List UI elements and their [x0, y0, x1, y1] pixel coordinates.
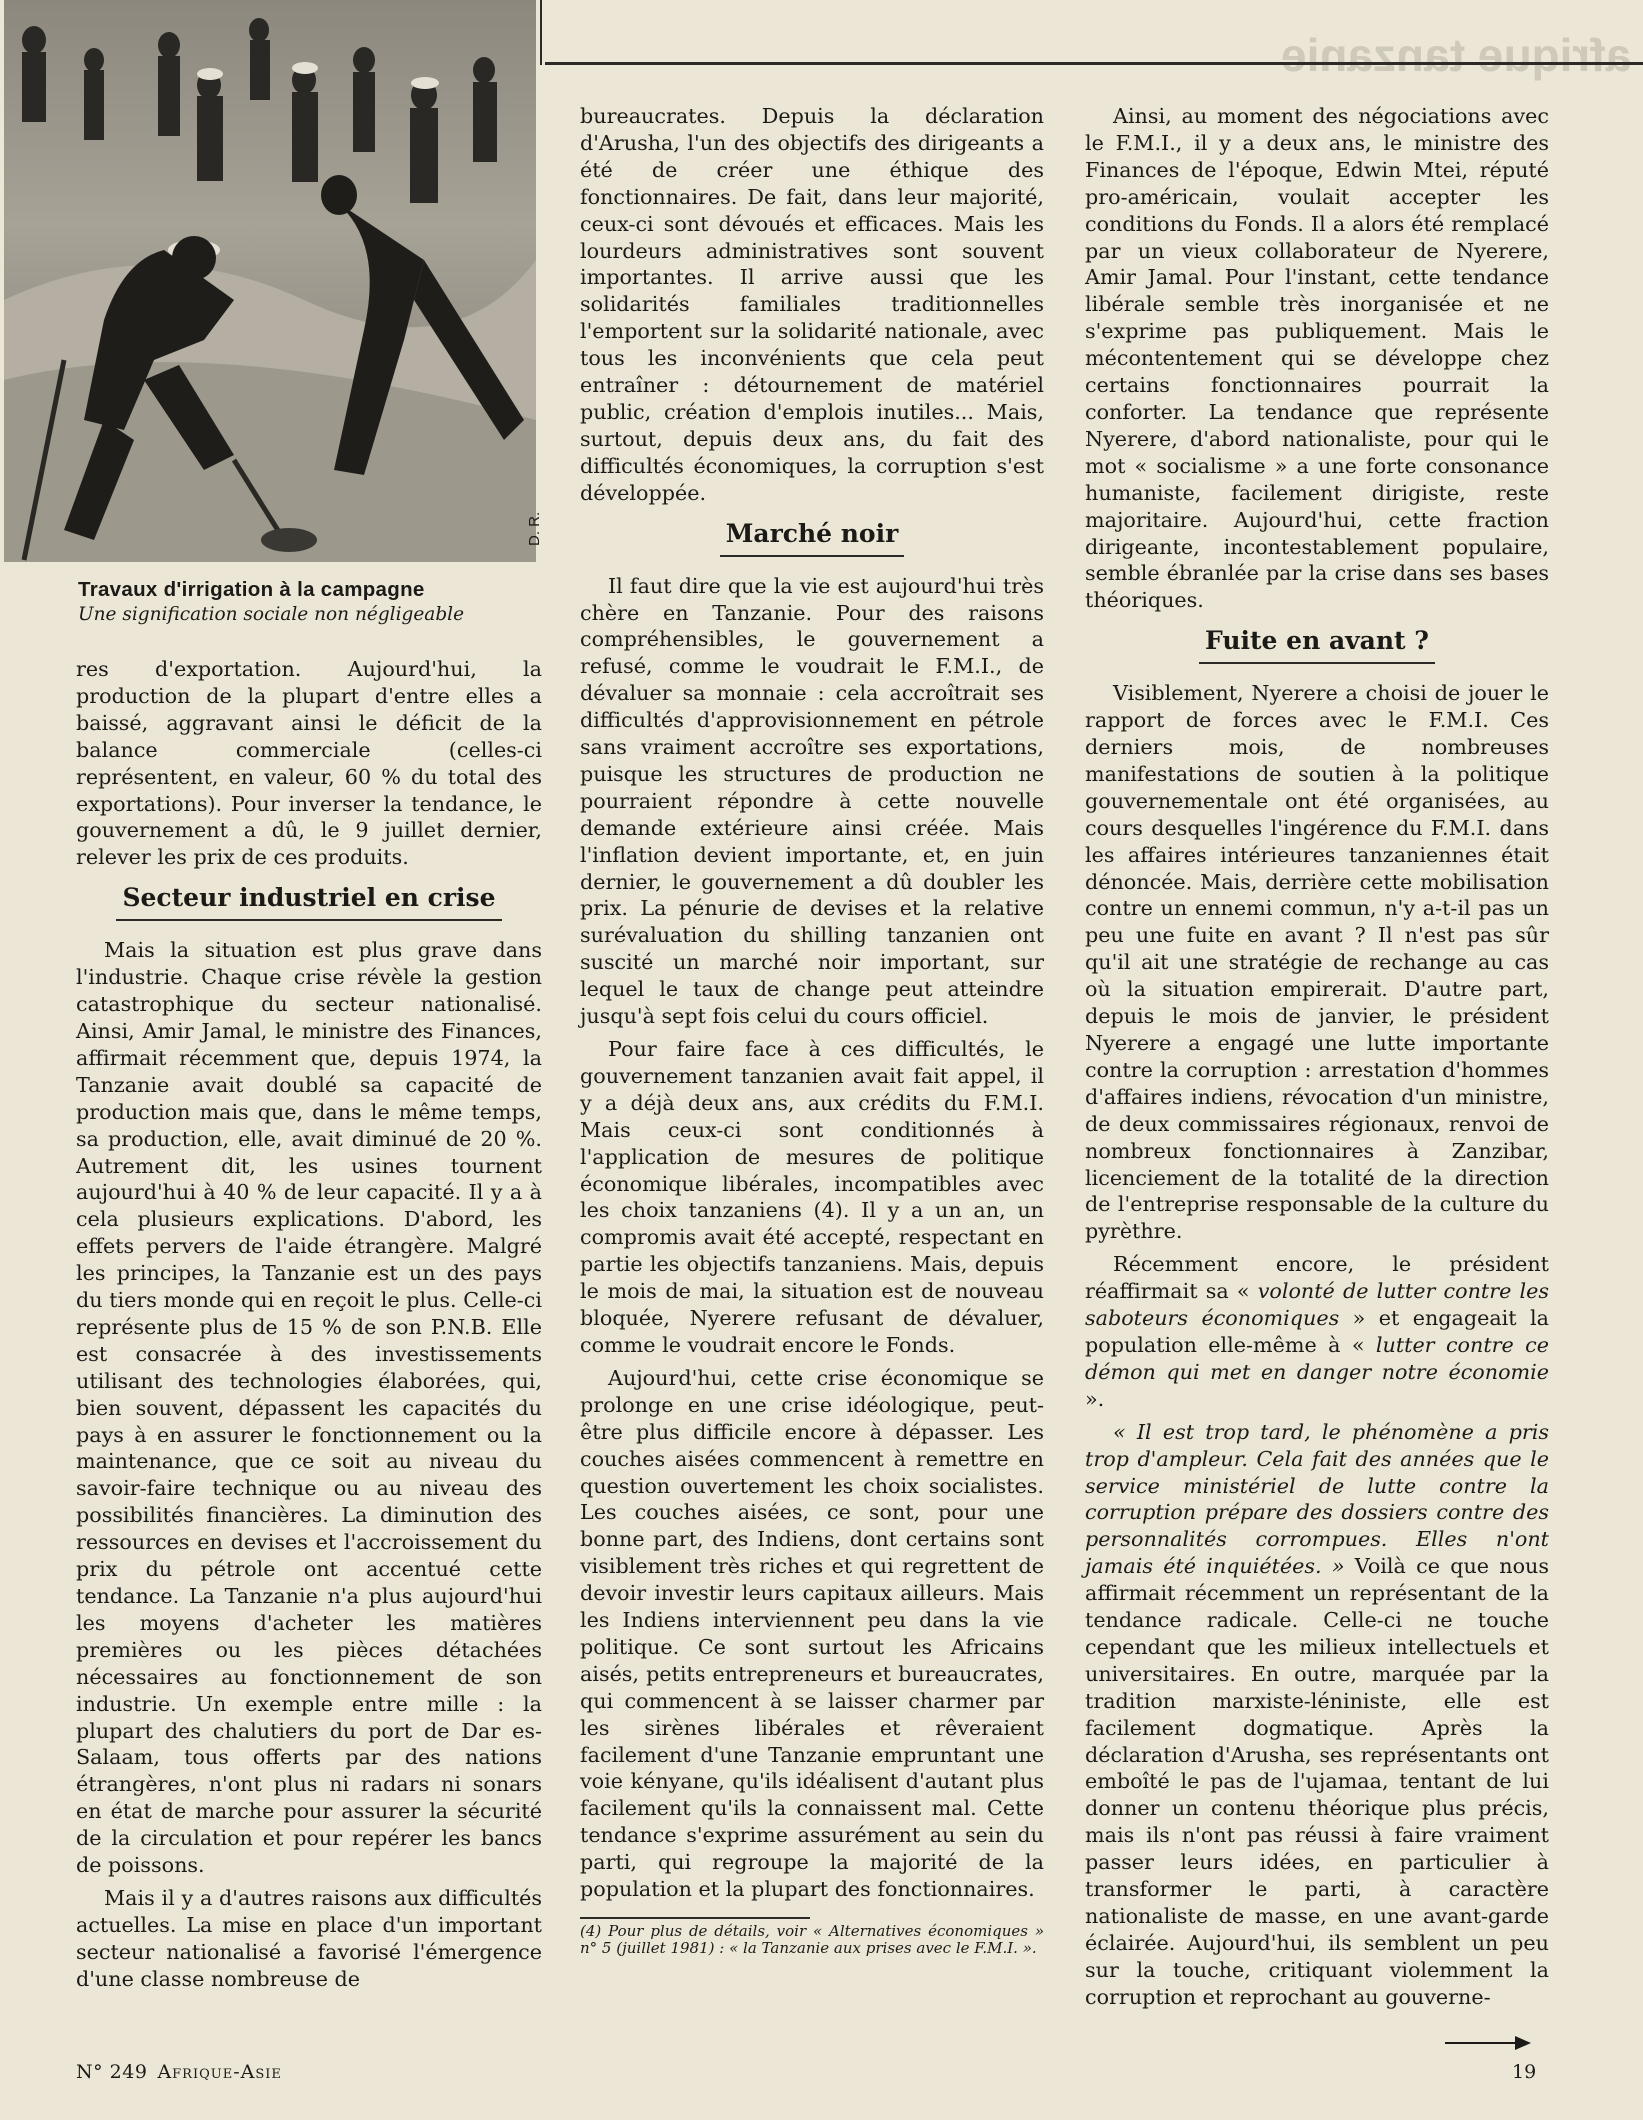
article-column-2 [580, 103, 1044, 1957]
paragraph: Mais il y a d'autres raisons aux difficultés actuelles. La mise en place d'un important secteur nationalisé a favorisé l'émergence d'une classe nombreuse de [76, 1885, 542, 1991]
paragraph [1085, 1251, 1549, 1412]
text-run: » et engageait la population elle-même à « [1085, 1306, 1549, 1357]
column-divider [540, 0, 542, 65]
paragraph [1085, 1419, 1549, 2011]
quote-run: volonté de lutter contre les saboteurs économiques [1085, 1279, 1549, 1331]
continued-arrow-icon [1445, 2034, 1531, 2052]
text-run: Voilà ce que nous affirmait récemment un représentant de la tendance radicale. Celle-ci ne touche cependant que les milieux intellectuels et universitaires. En outre, marquée par la tradition marxiste-léniniste, elle est facilement dogmatique. Après la déclaration d'Arusha, ses représentants ont emboîté le pas de l'ujamaa, tentant de lui donner un contenu théorique plus précis, mais ils n'ont pas réussi à faire vraiment passer leurs idées, en particulier à transformer le parti, à caractère nationaliste de masse, en une avant-garde éclairée. Aujourd'hui, ils semblent un peu sur la touche, critiquant violemment la corruption et reprochant au gouverne- [1085, 1554, 1549, 2009]
subheading-text: Secteur industriel en crise [116, 883, 501, 921]
magazine-name: Afrique-Asie [157, 2061, 282, 2083]
photo-credit: D. R. [526, 511, 543, 546]
header-rule [545, 62, 1643, 65]
paragraph: Ainsi, au moment des négociations avec le F.M.I., il y a deux ans, le ministre des Finances de l'époque, Edwin Mtei, réputé pro-américain, voulait accepter les conditions du Fonds. Il a alors été remplacé par un vieux collaborateur de Nyerere, Amir Jamal. Pour l'instant, cette tendance libérale semble très inorganisée et ne s'exprime pas publiquement. Mais le mécontentement qui se développe chez certains fonctionnaires pourrait la conforter. La tendance que représente Nyerere, d'abord nationaliste, pour qui le mot « socialisme » a une forte consonance humaniste, facilement dirigiste, reste majoritaire. Aujourd'hui, cette fraction dirigeante, incontestablement populaire, semble ébranlée par la crise dans ses bases théoriques. [1085, 104, 1549, 613]
issue-number: N° 249 [76, 2061, 148, 2083]
footnote: (4) Pour plus de détails, voir « Alternatives économiques » n° 5 (juillet 1981) : « la Tanzanie aux prises avec le F.M.I. ». [580, 1922, 1044, 1957]
irrigation-photo [4, 0, 536, 562]
paragraph: Il faut dire que la vie est aujourd'hui très chère en Tanzanie. Pour des raisons compréhensibles, le gouvernement a refusé, comme le voudrait le F.M.I., de dévaluer sa monnaie : cela accroîtrait ses difficultés d'approvisionnement en pétrole sans vraiment accroître ses exportations, puisque les structures de production ne pourraient répondre à cette nouvelle demande extérieure ainsi créée. Mais l'inflation devient importante, et, en juin dernier, le gouvernement a dû doubler les prix. La pénurie de devises et la relative surévaluation du shilling tanzanien ont suscité un marché noir important, sur lequel le taux de change peut atteindre jusqu'à sept fois celui du cours officiel. [580, 573, 1044, 1029]
paragraph: bureaucrates. Depuis la déclaration d'Arusha, l'un des objectifs des dirigeants a été de créer une éthique des fonctionnaires. De fait, dans leur majorité, ceux-ci sont dévoués et efficaces. Mais les lourdeurs administratives sont souvent importantes. Il arrive aussi que les solidarités familiales traditionnelles l'emportent sur la solidarité nationale, avec tous les inconvénients que cela peut entraîner : détournement de matériel public, création d'emplois inutiles... Mais, surtout, depuis deux ans, du fait des difficultés économiques, la corruption s'est développée. [580, 104, 1044, 505]
subheading-text: Marché noir [720, 519, 905, 557]
section-ghost-title: afrique tanzanie [1280, 29, 1631, 81]
page-number: 19 [1512, 2061, 1537, 2083]
caption-subtitle: Une signification sociale non négligeable [78, 604, 465, 625]
subheading [580, 519, 1044, 557]
paragraph: Pour faire face à ces difficultés, le gouvernement tanzanien avait fait appel, il y a déjà deux ans, aux crédits du F.M.I. Mais ceux-ci sont conditionnés à l'application de mesures de politique économique libérales, incompatibles avec les choix tanzaniens (4). Il y a un an, un compromis avait été accepté, respectant en partie les objectifs tanzaniens. Mais, depuis le mois de mai, la situation est de nouveau bloquée, Nyerere refusant de dévaluer, comme le voudrait encore le Fonds. [580, 1037, 1044, 1357]
quote-run: lutter contre ce démon qui met en danger notre économie [1085, 1332, 1549, 1384]
paragraph: Visiblement, Nyerere a choisi de jouer le rapport de forces avec le F.M.I. Ces derniers mois, de nombreuses manifestations de soutien à la politique gouvernementale ont été organisées, au cours desquelles l'ingérence du F.M.I. dans les affaires intérieures tanzaniennes était dénoncée. Mais, derrière cette mobilisation contre un ennemi commun, n'y a-t-il pas un peu une fuite en avant ? Il n'est pas sûr qu'il ait une stratégie de rechange au cas où la situation empirerait. D'autre part, depuis le mois de janvier, le président Nyerere a engagé une lutte importante contre la corruption : arrestation d'hommes d'affaires indiens, révocation d'un ministre, de deux commissaires régionaux, renvoi de nombreux fonctionnaires à Zanzibar, licenciement de la totalité de la direction de l'entreprise responsable de la culture du pyrèthre. [1085, 681, 1549, 1244]
article-column-3 [1085, 103, 1549, 2011]
subheading-text: Fuite en avant ? [1199, 626, 1435, 664]
paragraph: res d'exportation. Aujourd'hui, la production de la plupart d'entre elles a baissé, aggravant ainsi le déficit de la balance commerciale (celles-ci représentent, en valeur, 60 % du total des exportations). Pour inverser la tendance, le gouvernement a dû, le 9 juillet dernier, relever les prix de ces produits. [76, 657, 542, 870]
subheading [1085, 626, 1549, 664]
paragraph: Mais la situation est plus grave dans l'industrie. Chaque crise révèle la gestion catastrophique du secteur nationalisé. Ainsi, Amir Jamal, le ministre des Finances, affirmait récemment que, depuis 1974, la Tanzanie avait doublé sa capacité de production mais que, dans le même temps, sa production, elle, avait diminué de 20 %. Autrement dit, les usines tournent aujourd'hui à 40 % de leur capacité. Il y a à cela plusieurs explications. D'abord, les effets pervers de l'aide étrangère. Malgré les principes, la Tanzanie est un des pays du tiers monde qui en reçoit le plus. Celle-ci représente plus de 15 % de son P.N.B. Elle est consacrée à des investissements utilisant des technologies élaborées, qui, bien souvent, dépassent les capacités du pays à en assurer le fonctionnement ou la maintenance, que ce soit au niveau du savoir-faire technique ou au niveau des possibilités financières. La diminution des ressources en devises et l'accroissement du prix du pétrole ont accentué cette tendance. La Tanzanie n'a plus aujourd'hui les moyens d'acheter les matières premières ou les pièces détachées nécessaires au fonctionnement de son industrie. Un exemple entre mille : la plupart des chalutiers du port de Dar es-Salaam, tous offerts par des nations étrangères, n'ont plus ni radars ni sonars en état de marche pour assurer la sécurité de la circulation et pour repérer les bancs de poissons. [76, 938, 542, 1878]
paragraph: Aujourd'hui, cette crise économique se prolonge en une crise idéologique, peut-être plus difficile encore à dépasser. Les couches aisées commencent à remettre en question ouvertement les choix socialistes. Les couches aisées, ce sont, pour une bonne part, des Indiens, dont certains sont visiblement très riches et qui regrettent de devoir investir leurs capitaux ailleurs. Mais les Indiens interviennent peu dans la vie politique. Ce sont surtout les Africains aisés, petits entrepreneurs et bureaucrates, qui commencent à se laisser charmer par les sirènes libérales et rêveraient facilement d'une Tanzanie empruntant une voie kényane, qu'ils idéalisent d'autant plus facilement qu'ils la connaissent mal. Cette tendance s'exprime assurément au sein du parti, qui regroupe la majorité de la population et la plupart des fonctionnaires. [580, 1365, 1044, 1902]
footer-issue [76, 2061, 282, 2083]
text-run: ». [1085, 1386, 1105, 1411]
text-run: Récemment encore, le président réaffirmait sa « [1085, 1252, 1549, 1304]
photo-caption [78, 577, 538, 627]
subheading [76, 883, 542, 921]
quote-run: « Il est trop tard, le phénomène a pris trop d'ampleur. Cela fait des années que le service ministériel de lutte contre la corruption prépare des dossiers contre des personnalités corrompues. Elles n'ont jamais été inquiétées. » [1085, 1419, 1549, 1579]
caption-title: Travaux d'irrigation à la campagne [78, 578, 425, 601]
article-column-1 [76, 656, 542, 1993]
